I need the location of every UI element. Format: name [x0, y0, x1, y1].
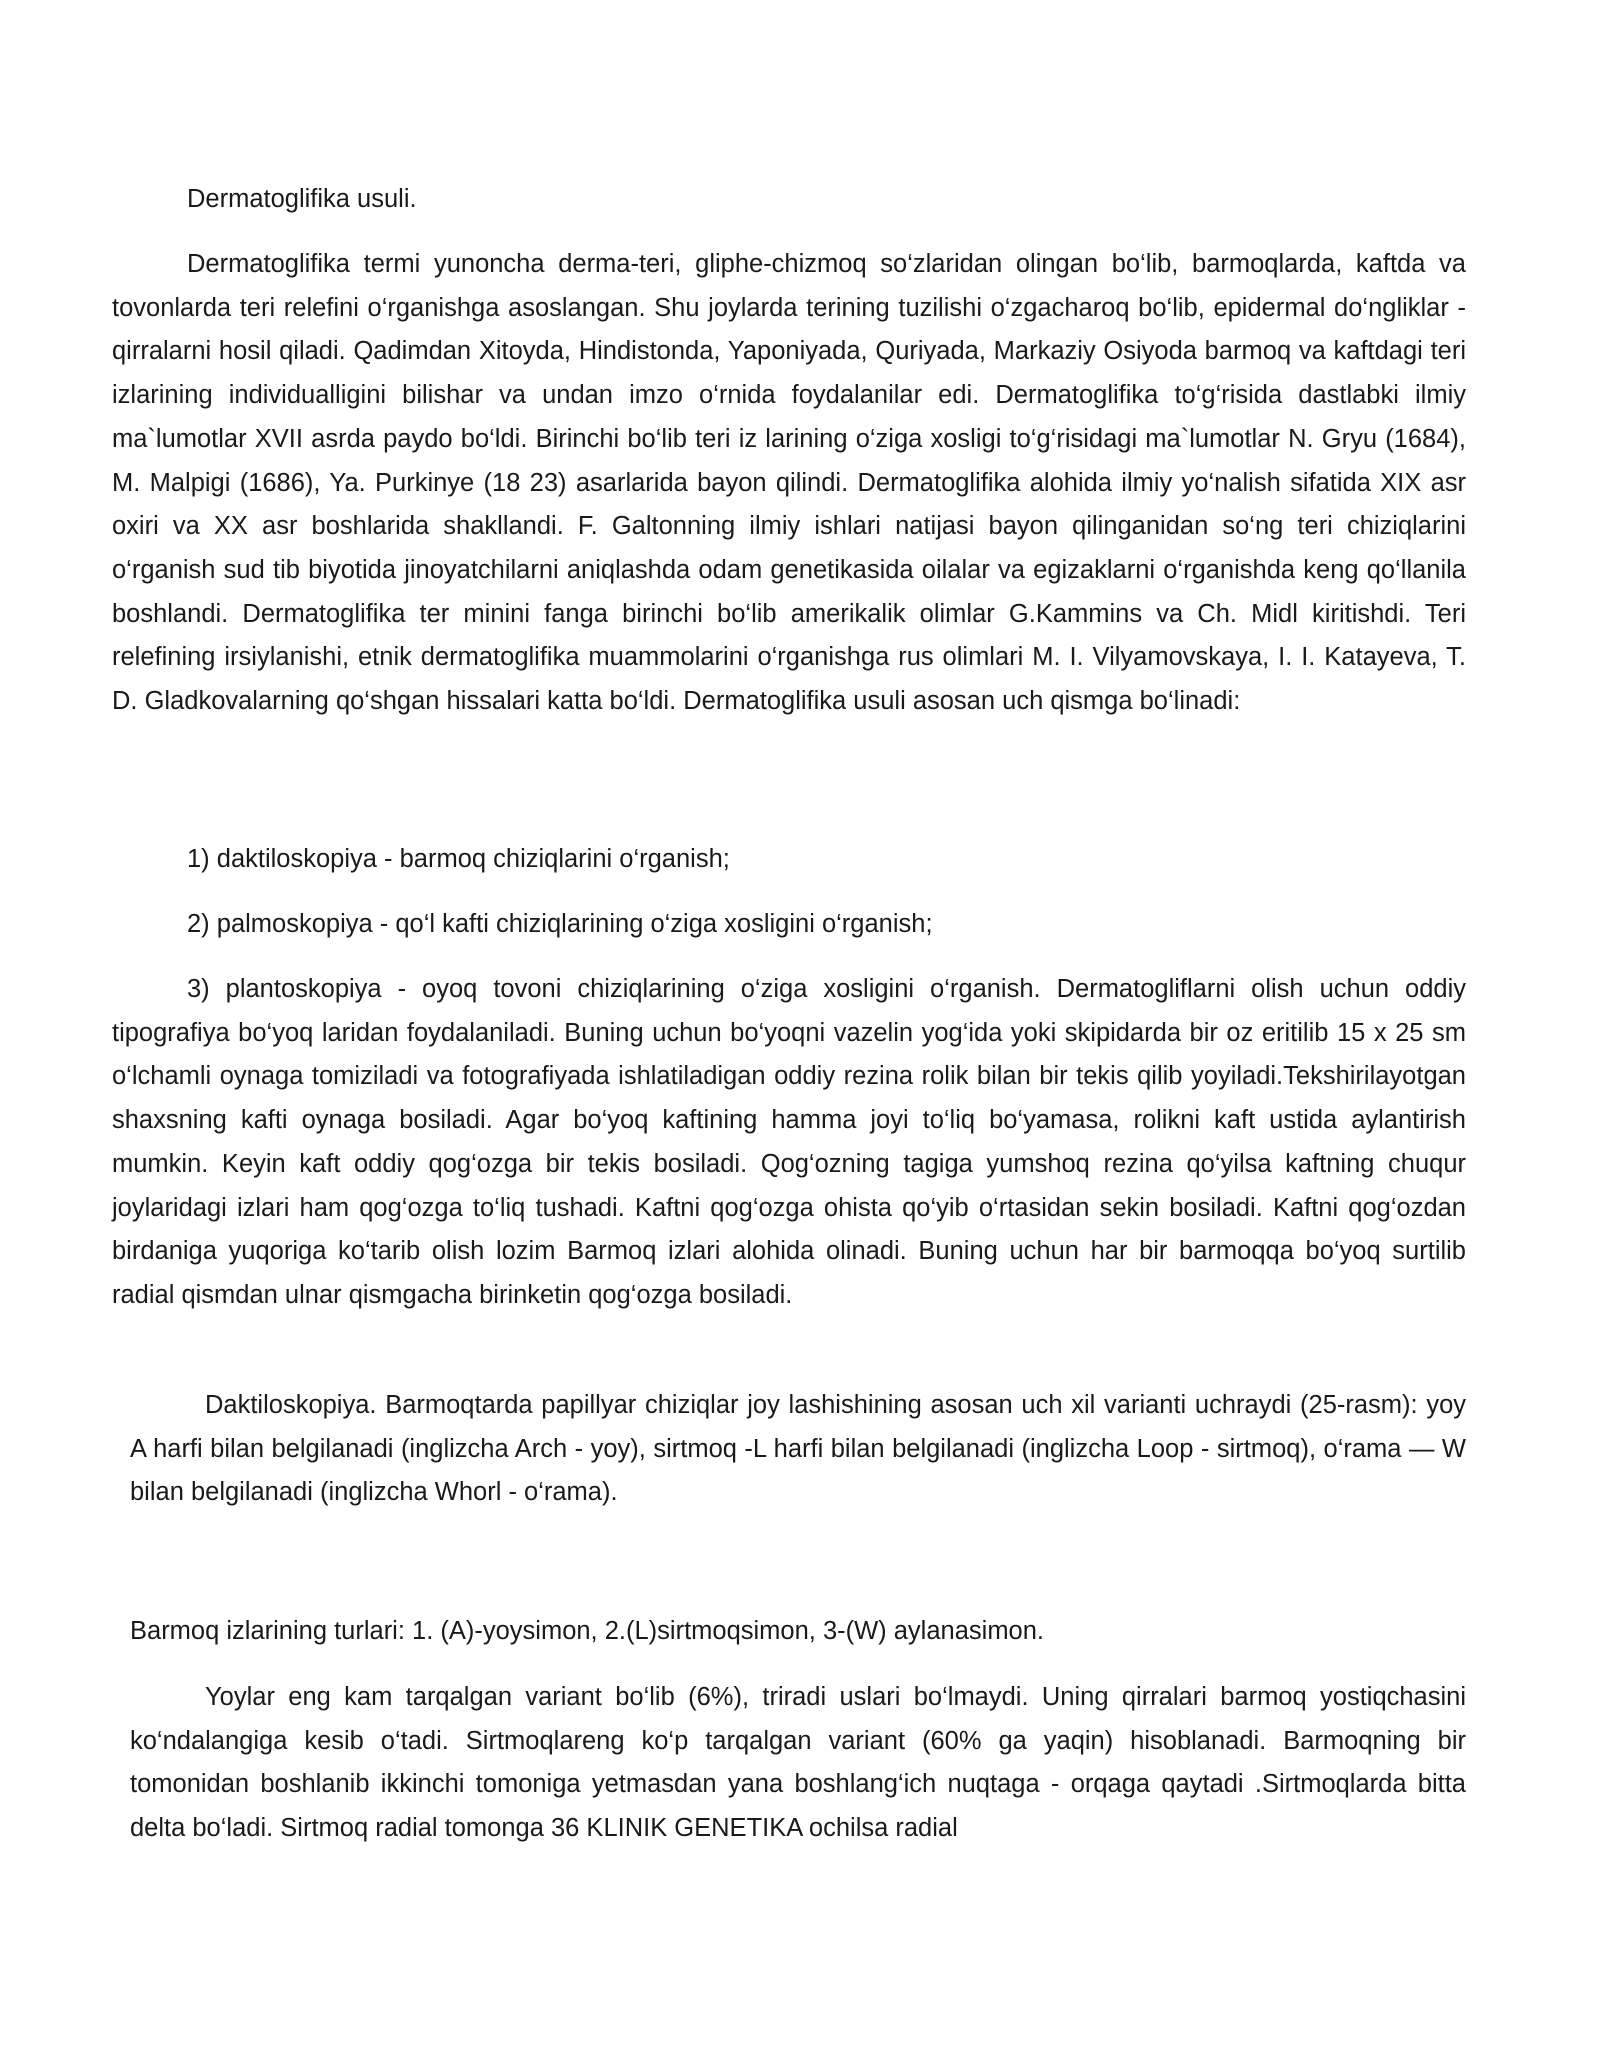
list-item-palmoskopiya: 2) palmoskopiya - qo‘l kafti chiziqlarining o‘ziga xosligini o‘rganish; — [187, 910, 933, 938]
list-item-plantoskopiya: 3) plantoskopiya - oyoq tovoni chiziqlarining o‘ziga xosligini o‘rganish. Dermatogliflarni olish uchun oddiy tipografiya bo‘yoq laridan foydalaniladi. Buning uchun bo‘yoqni vazelin yog‘ida yoki skipidarda bir oz eritilib 15 x 25 sm o‘lchamli oynaga tomiziladi va fotografiyada ishlatiladigan oddiy rezina rolik bilan bir tekis qilib yoyiladi.Tekshirilayotgan shaxsning kafti oynaga bosiladi. Agar bo‘yoq kaftining hamma joyi to‘liq bo‘yamasa, rolikni kaft ustida aylantirish mumkin. Keyin kaft oddiy qog‘ozga bir tekis bosiladi. Qog‘ozning tagiga yumshoq rezina qo‘yilsa kaftning chuqur joylaridagi izlari ham qog‘ozga to‘liq tushadi. Kaftni qog‘ozga ohista qo‘yib o‘rtasidan sekin bosiladi. Kaftni qog‘ozdan birdaniga yuqoriga ko‘tarib olish lozim Barmoq izlari alohida olinadi. Buning uchun har bir barmoqqa bo‘yoq surtilib radial qismdan ulnar qismgacha birinketin qog‘ozga bosiladi. — [112, 975, 1466, 1309]
intro-paragraph: Dermatoglifika termi yunoncha derma-teri, gliphe-chizmoq so‘zlaridan olingan bo‘lib, barmoqlarda, kaftda va tovonlarda teri relefini o‘rganishga asoslangan. Shu joylarda terining tuzilishi o‘zgacharoq bo‘lib, epidermal do‘ngliklar - qirralarni hosil qiladi. Qadimdan Xitoyda, Hindistonda, Yaponiyada, Quriyada, Markaziy Osiyoda barmoq va kaftdagi teri izlarining individualligini bilishar va undan imzo o‘rnida foydalanilar edi. Dermatoglifika to‘g‘risida dastlabki ilmiy ma`lumotlar XVII asrda paydo bo‘ldi. Birinchi bo‘lib teri iz larining o‘ziga xosligi to‘g‘risidagi ma`lumotlar N. Gryu (1684), M. Malpigi (1686), Ya. Purkinye (18 23) asarlarida bayon qilindi. Dermatoglifika alohida ilmiy yo‘nalish sifatida XIX asr oxiri va XX asr boshlarida shakllandi. F. Galtonning ilmiy ishlari natijasi bayon qilinganidan so‘ng teri chiziqlarini o‘rganish sud tib biyotida jinoyatchilarni aniqlashda odam genetikasida oilalar va egizaklarni o‘rganishda keng qo‘llanila boshlandi. Dermatoglifika ter minini fanga birinchi bo‘lib amerikalik olimlar G.Kammins va Ch. Midl kiritishdi. Teri relefining irsiylanishi, etnik dermatoglifika muammolarini o‘rganishga rus olimlari M. I. Vilyamovskaya, I. I. Katayeva, T. D. Gladkovalarning qo‘shgan hissalari katta bo‘ldi. Dermatoglifika usuli asosan uch qismga bo‘linadi: — [112, 250, 1466, 716]
figure-caption: Barmoq izlarining turlari: 1. (A)-yoysimon, 2.(L)sirtmoqsimon, 3-(W) aylanasimon. — [130, 1617, 1045, 1645]
final-paragraph: Yoylar eng kam tarqalgan variant bo‘lib (6%), triradi uslari bo‘lmaydi. Uning qirralari barmoq yostiqchasini ko‘ndalangiga kesib o‘tadi. Sirtmoqlareng ko‘p tarqalgan variant (60% ga yaqin) hisoblanadi. Barmoqning bir tomonidan boshlanib ikkinchi tomoniga yetmasdan yana boshlang‘ich nuqtaga - orqaga qaytadi .Sirtmoqlarda bitta delta bo‘ladi. Sirtmoq radial tomonga 36 KLINIK GENETIKA ochilsa radial — [130, 1683, 1466, 1843]
daktiloskopiya-paragraph: Daktiloskopiya. Barmoqtarda papillyar chiziqlar joy lashishining asosan uch xil varianti uchraydi (25-rasm): yoy A harfi bilan belgilanadi (inglizcha Arch - yoy), sirtmoq -L harfi bilan belgilanadi (inglizcha Loop - sirtmoq), o‘rama — W bilan belgilanadi (inglizcha Whorl - o‘rama). — [130, 1391, 1466, 1507]
list-item-daktiloskopiya: 1) daktiloskopiya - barmoq chiziqlarini o‘rganish; — [187, 845, 730, 873]
section-heading: Dermatoglifika usuli. — [187, 185, 417, 213]
